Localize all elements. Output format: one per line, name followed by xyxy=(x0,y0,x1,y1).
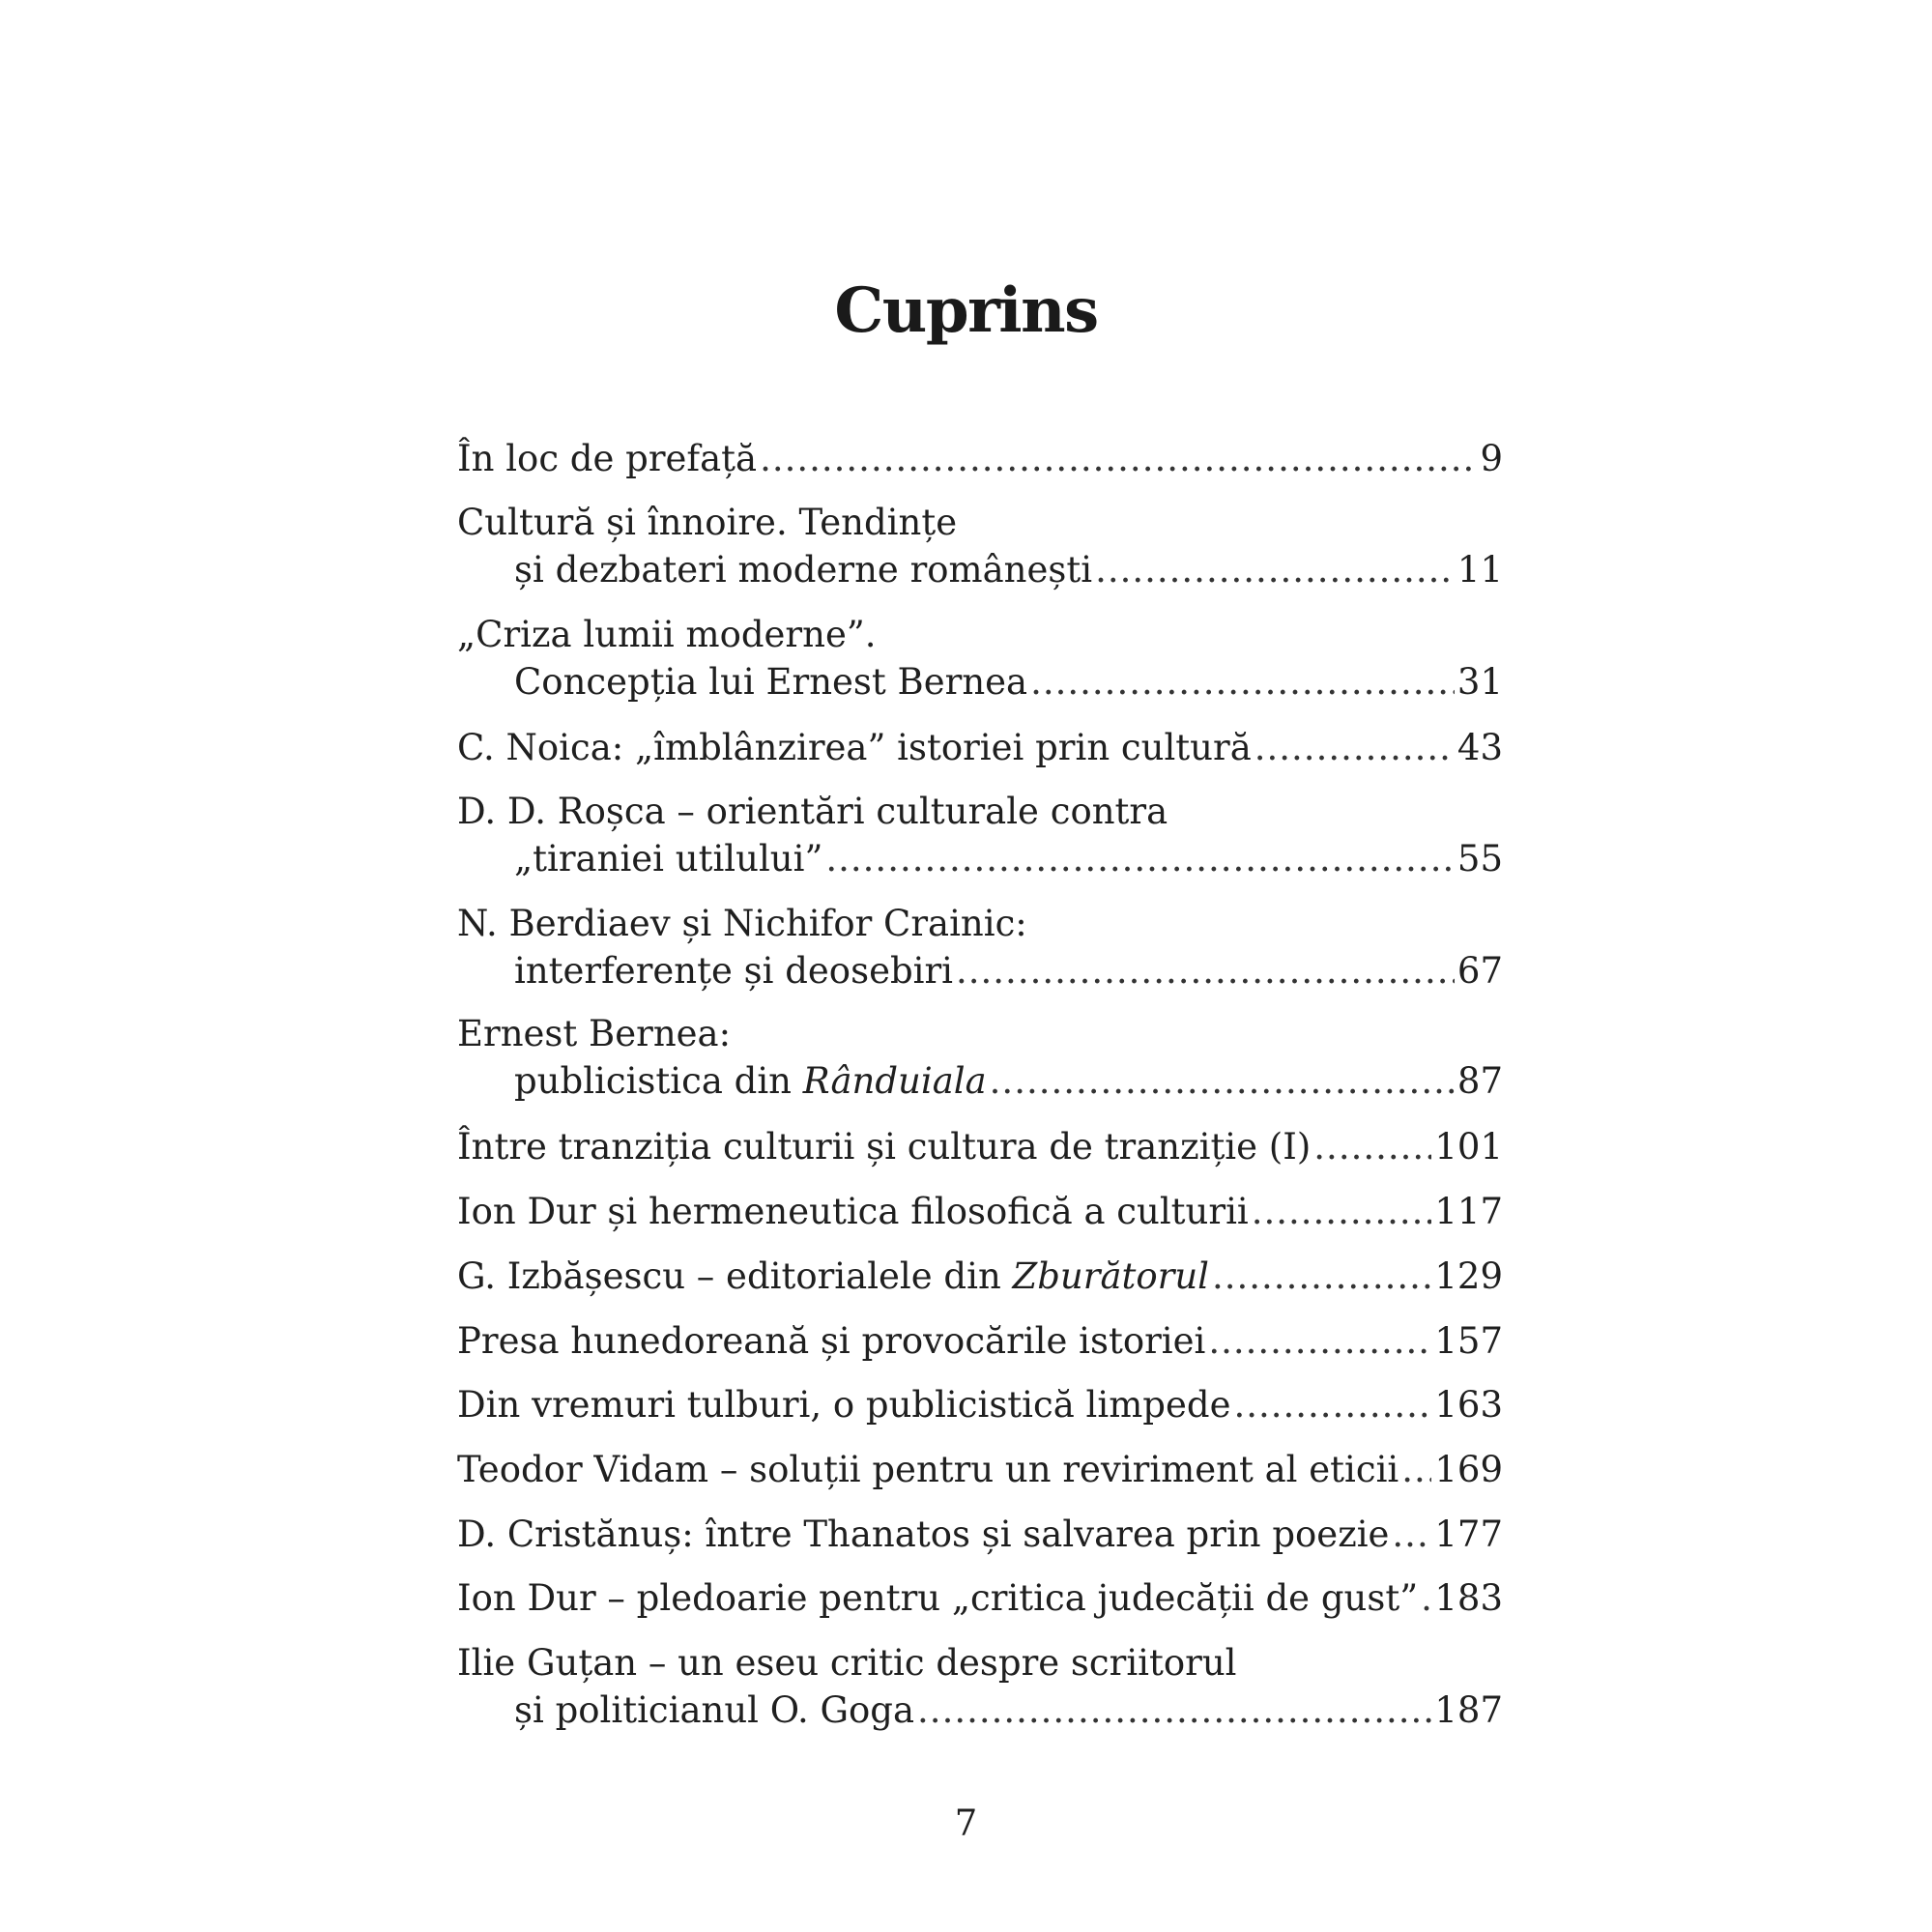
toc-entry xyxy=(457,724,1503,771)
toc-entry-title: D. Cristănuș: între Thanatos și salvarea prin poezie xyxy=(457,1514,1390,1555)
dot-leader xyxy=(990,1057,1455,1105)
page-number: 7 xyxy=(954,1802,978,1844)
toc-entry-title: interferențe și deosebiri xyxy=(514,950,954,992)
toc-entry-title: În loc de prefață xyxy=(457,438,758,479)
toc-entry-title: și dezbateri moderne românești xyxy=(514,549,1093,591)
toc-entry-page: 157 xyxy=(1434,1320,1503,1362)
toc-entry-title-line1: Ernest Bernea: xyxy=(457,1013,732,1054)
toc-entry-title: Ion Dur și hermeneutica filosofică a culturii xyxy=(457,1191,1249,1232)
toc-entry-title-line1: Cultură și înnoire. Tendințe xyxy=(457,502,958,543)
toc-entry-title: C. Noica: „îmblânzirea” istoriei prin cultură xyxy=(457,727,1252,768)
toc-entry-page: 129 xyxy=(1434,1255,1503,1297)
toc-entry xyxy=(457,1446,1503,1493)
toc-entry-title-line1: „Criza lumii moderne”. xyxy=(457,614,877,655)
toc-entry xyxy=(457,499,1503,593)
toc-entry xyxy=(457,1010,1503,1105)
toc-entry xyxy=(457,1317,1503,1365)
toc-entry xyxy=(457,435,1503,482)
toc-entry-page: 177 xyxy=(1434,1514,1503,1555)
dot-leader xyxy=(1095,546,1455,593)
toc-entry xyxy=(457,1253,1503,1300)
dot-leader xyxy=(1233,1381,1431,1428)
toc-entry xyxy=(457,1574,1503,1622)
toc-entry-title-line1: Ilie Guțan – un eseu critic despre scriitorul xyxy=(457,1642,1237,1684)
toc-entry xyxy=(457,788,1503,882)
dot-leader xyxy=(1252,1188,1432,1235)
toc-entry-title: Din vremuri tulburi, o publicistică limpede xyxy=(457,1384,1231,1426)
toc-entry-page: 43 xyxy=(1456,727,1503,768)
toc-entry xyxy=(457,1639,1503,1734)
dot-leader xyxy=(956,947,1455,995)
dot-leader xyxy=(917,1687,1431,1734)
toc-entry-page: 187 xyxy=(1434,1689,1503,1731)
dot-leader xyxy=(1401,1446,1431,1493)
italic-work-title: Zburătorul xyxy=(1012,1255,1209,1297)
dot-leader xyxy=(1392,1511,1431,1558)
dot-leader xyxy=(1313,1123,1431,1170)
dot-leader xyxy=(1208,1317,1431,1365)
toc-entry-title: și politicianul O. Goga xyxy=(514,1689,915,1731)
toc-entry-title: publicistica din Rânduiala xyxy=(514,1060,987,1102)
dot-leader xyxy=(1254,724,1455,771)
dot-leader xyxy=(1212,1253,1431,1300)
toc-entry-page: 9 xyxy=(1480,438,1503,479)
toc-entry-page: 87 xyxy=(1456,1060,1503,1102)
italic-work-title: Rânduiala xyxy=(802,1060,987,1102)
toc-entry-page: 163 xyxy=(1434,1384,1503,1426)
toc-entry xyxy=(457,1511,1503,1558)
dot-leader xyxy=(760,435,1477,482)
toc-entry-title: G. Izbășescu – editorialele din Zburătorul xyxy=(457,1255,1209,1297)
toc-entry-page: 183 xyxy=(1434,1577,1503,1619)
toc-entry-title: Ion Dur – pledoarie pentru „critica judecății de gust” xyxy=(457,1577,1419,1619)
toc-entry-title: Teodor Vidam – soluții pentru un reviriment al eticii xyxy=(457,1449,1399,1490)
page-title: Cuprins xyxy=(834,274,1098,347)
toc-entry-page: 169 xyxy=(1434,1449,1503,1490)
toc-entry xyxy=(457,1123,1503,1170)
toc-entry-page: 67 xyxy=(1456,950,1503,992)
toc-entry-title: Presa hunedoreană și provocările istoriei xyxy=(457,1320,1206,1362)
dot-leader xyxy=(1030,658,1455,706)
toc-entry xyxy=(457,1188,1503,1235)
toc-entry-page: 11 xyxy=(1456,549,1503,591)
dot-leader xyxy=(825,835,1455,882)
toc-entry-page: 117 xyxy=(1434,1191,1503,1232)
toc-entry xyxy=(457,611,1503,706)
toc-entry xyxy=(457,900,1503,995)
toc-entry-title: „tiraniei utilului” xyxy=(514,838,823,879)
toc-entry-page: 31 xyxy=(1456,661,1503,703)
toc-entry-page: 101 xyxy=(1434,1126,1503,1168)
toc-entry-page: 55 xyxy=(1456,838,1503,879)
toc-entry xyxy=(457,1381,1503,1428)
toc-entry-title: Concepția lui Ernest Bernea xyxy=(514,661,1028,703)
toc-entry-title-line1: N. Berdiaev și Nichifor Crainic: xyxy=(457,903,1027,944)
toc-entry-title-line1: D. D. Roșca – orientări culturale contra xyxy=(457,791,1168,832)
toc-entry-title: Între tranziția culturii și cultura de tranziție (I) xyxy=(457,1126,1312,1168)
dot-leader xyxy=(1421,1574,1431,1622)
